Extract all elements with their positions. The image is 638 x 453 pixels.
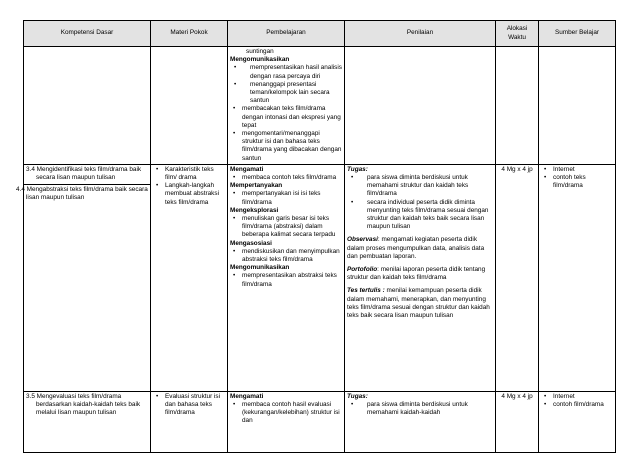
list-item: • para siswa diminta berdiskusi untuk memahami struktur dan kaidah teks film/drama <box>347 174 493 199</box>
header-materi-pokok: Materi Pokok <box>151 21 228 47</box>
list-item: • mengomentari/menanggapi struktur isi dan bahasa teks film/drama yang dibacakan dengan santun <box>230 130 342 163</box>
syllabus-table <box>16 20 616 453</box>
activity-heading: Mengeksplorasi <box>230 206 279 214</box>
alokasi-cell: 4 Mg x 4 jp <box>496 391 539 452</box>
kd-cell <box>24 47 151 165</box>
activity-heading: Mengomunikasikan <box>230 56 290 64</box>
kd-cell <box>24 391 151 452</box>
header-alokasi-waktu: Alokasi Waktu <box>496 21 539 47</box>
list-item: • mempresentasikan hasil analisis dengan rasa percaya diri <box>230 64 342 80</box>
list-item: • Karakteristik teks film/ drama <box>153 166 225 182</box>
tes-tertulis-paragraph <box>347 287 493 320</box>
list-item: • menanggapi presentasi teman/kelompok lain secara santun <box>230 81 342 106</box>
table-row <box>24 164 616 391</box>
table-row <box>24 47 616 165</box>
header-row <box>24 21 616 47</box>
list-item: • membacakan teks film/drama dengan intonasi dan ekspresi yang tepat <box>230 105 342 130</box>
list-item: • mendiskusikan dan menyimpulkan abstraksi teks film/drama <box>230 248 342 264</box>
table-row <box>24 391 616 452</box>
observasi-paragraph <box>347 236 493 261</box>
header-kompetensi-dasar: Kompetensi Dasar <box>24 21 151 47</box>
sumber-cell <box>539 47 616 165</box>
activity-heading: Mempertanyakan <box>230 182 283 190</box>
kd-item: 3.5 Mengevaluasi teks film/drama berdasarkan kaidah-kaidah teks baik melalui lisan maupun tulisan <box>26 392 141 417</box>
tugas-label: Tugas: <box>347 165 368 173</box>
penilaian-cell <box>345 164 496 391</box>
pembelajaran-cell <box>228 47 345 165</box>
list-item: • Langkah-langkah membuat abstraksi teks film/drama <box>153 182 225 207</box>
materi-cell <box>151 164 228 391</box>
list-item: • menuliskan garis besar isi teks film/drama (abstraksi) dalam beberapa kalimat secara terpadu <box>230 215 342 240</box>
sumber-cell <box>539 391 616 452</box>
header-pembelajaran: Pembelajaran <box>228 21 345 47</box>
observasi-text: : mengamati kegiatan peserta didik dalam proses mengumpulkan data, analisis data dan pembuatan laporan. <box>347 236 485 260</box>
pembelajaran-cell <box>228 391 345 452</box>
list-item: • contoh film/drama <box>541 401 613 409</box>
kd-cell <box>16 164 151 391</box>
pembelajaran-cell <box>228 164 345 391</box>
portofolio-paragraph <box>347 266 493 282</box>
penilaian-cell <box>345 47 496 165</box>
sumber-cell <box>539 164 616 391</box>
tes-tertulis-label: Tes tertulis : <box>347 287 385 295</box>
kd-item: 3.4 Mengidentifikasi teks film/drama baik secara lisan maupun tulisan <box>26 165 142 182</box>
list-item: • contoh teks film/drama <box>541 174 613 190</box>
list-item: • secara individual peserta didik diminta menyunting teks film/drama sesuai dengan struktur dan kaidah teks baik secara lisan maupun tulisan <box>347 199 493 232</box>
list-item: • mempertanyakan isi isi teks film/drama <box>230 190 342 206</box>
observasi-label: Observasi <box>347 236 378 244</box>
continuation-text: suntingan <box>246 48 274 55</box>
list-item: • membaca contoh teks film/drama <box>230 174 342 182</box>
activity-heading: Mengamati <box>230 392 264 400</box>
list-item: • para siswa diminta berdiskusi untuk memahami kaidah-kaidah <box>347 401 493 417</box>
kd-item: 4.4 Mengabstraksi teks film/drama baik secara lisan maupun tulisan <box>24 184 150 202</box>
activity-heading: Mengomunikasikan <box>230 264 290 272</box>
alokasi-cell <box>496 47 539 165</box>
list-item: • Internet <box>541 166 613 174</box>
activity-heading: Mengasosiasi <box>230 239 272 247</box>
portofolio-text: : menilai laporan peserta didik tentang struktur dan kaidah teks film/drama <box>347 266 486 282</box>
list-item: • membaca contoh hasil evaluasi (kekurangan/kelebihan) struktur isi dan <box>230 401 342 426</box>
penilaian-cell <box>345 391 496 452</box>
activity-heading: Mengamati <box>230 165 264 173</box>
tugas-label: Tugas: <box>347 392 368 400</box>
portofolio-label: Portofolio <box>347 266 378 274</box>
header-penilaian: Penilaian <box>345 21 496 47</box>
materi-cell <box>151 391 228 452</box>
alokasi-cell: 4 Mg x 4 jp <box>496 164 539 391</box>
list-item: • mempresentasikan abstraksi teks film/drama <box>230 272 342 288</box>
tes-tertulis-text: menilai kemampuan peserta didik dalam memahami, menerapkan, dan menyunting teks film/drama sesuai dengan struktur dan kaidah teks baik secara lisan maupun tulisan <box>347 287 490 320</box>
list-item: • Internet <box>541 393 613 401</box>
materi-cell <box>151 47 228 165</box>
header-sumber-belajar: Sumber Belajar <box>539 21 616 47</box>
list-item: • Evaluasi struktur isi dan bahasa teks film/drama <box>153 393 225 418</box>
